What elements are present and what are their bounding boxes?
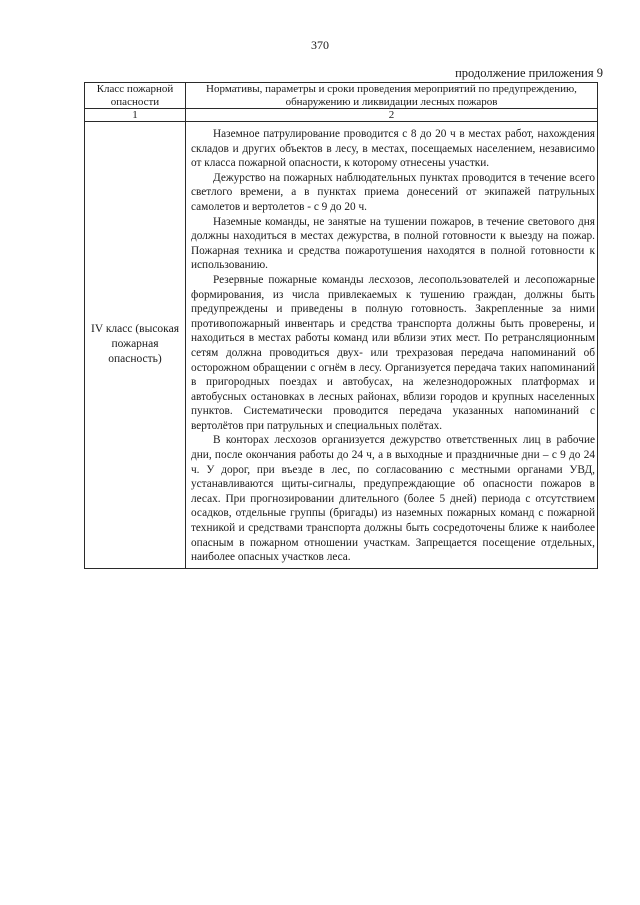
page-number: 370 (311, 38, 329, 52)
paragraph-duty-offices: В конторах лесхозов организуется дежурство ответственных лиц в рабочие дни, после окончания работы до 24 ч, а в выходные и праздничные дни – с 9 до 24 ч. У дорог, при въезде в лес, по согласованию с местными органами УВД, устанавливаются щиты-сигналы, предупреждающие об опасности пожаров в лесах. При прогнозировании длительного (более 5 дней) периода с отсутствием осадков, отдельные группы (бригады) из наземных пожарных команд с пожарной техникой и средствами транспорта должны быть сосредоточены ближе к наиболее опасным в пожарном отношении участкам. Запрещается посещение отдельных, наиболее опасных участков леса. (191, 434, 595, 564)
column-number-1: 1 (85, 109, 186, 122)
fire-danger-norms-table (84, 82, 598, 569)
paragraph-observation-posts: Дежурство на пожарных наблюдательных пунктах проводится в течение всего светлого времени, а в пунктах приема донесений от экипажей патрульных самолетов и вертолетов - с 9 до 20 ч. (191, 171, 595, 213)
header-fire-danger-class: Класс пожарной опасности (85, 83, 186, 109)
appendix-continuation-note: продолжение приложения 9 (455, 66, 603, 80)
table-header-row (85, 83, 598, 109)
table-row (85, 122, 598, 569)
column-number-row (85, 109, 598, 122)
header-norms-parameters: Нормативы, параметры и сроки проведения мероприятий по предупреждению, обнаружению и ликвидации лесных пожаров (186, 83, 598, 109)
paragraph-reserve-teams: Резервные пожарные команды лесхозов, лесопользователей и лесопожарные формирования, из числа привлекаемых к тушению граждан, должны быть предупреждены и приведены в полную готовность. Закрепленные за ними противопожарный инвентарь и средства транспорта должны быть проверены, и находиться в местах работы команд или вблизи этих мест. По ретрансляционным сетям должна проводиться двух- или трехразовая передача напоминаний об осторожном обращении с огнём в лесу. Организуется передача таких напоминаний в пригородных поездах и автобусах, на железнодорожных платформах и автобусных остановках в лесных районах, вблизи городов и крупных населенных пунктов. Систематически проводится передача указанных напоминаний с вертолётов при патрульных и специальных полётах. (191, 273, 595, 432)
paragraph-ground-teams: Наземные команды, не занятые на тушении пожаров, в течение светового дня должны находиться в местах дежурства, в полной готовности к выезду на пожар. Пожарная техника и средства пожаротушения находятся в полной готовности к использованию. (191, 215, 595, 272)
paragraph-ground-patrol: Наземное патрулирование проводится с 8 до 20 ч в местах работ, нахождения складов и других объектов в лесу, в местах, посещаемых населением, независимо от класса пожарной опасности, к которому отнесены участки. (191, 128, 595, 170)
fire-class-label: IV класс (высокая пожарная опасность) (85, 122, 186, 569)
column-number-2: 2 (186, 109, 598, 122)
measures-cell (186, 122, 598, 569)
